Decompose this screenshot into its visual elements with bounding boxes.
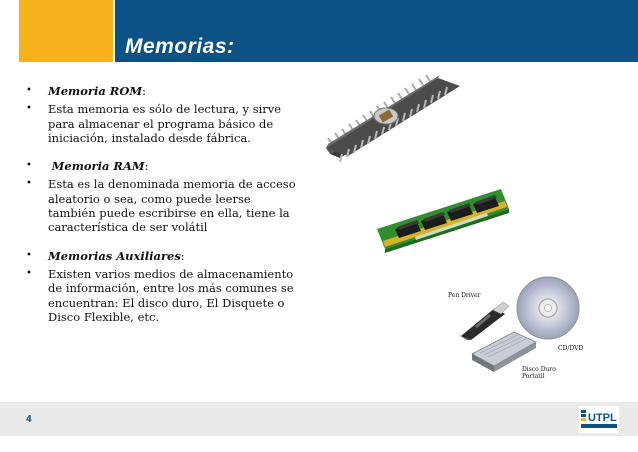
- bullet-rom-heading: [26, 84, 296, 98]
- bullet-rom-text: [26, 102, 296, 145]
- pen-drive-caption: Pen Driver: [448, 292, 481, 299]
- bullet-marker: •: [26, 160, 32, 172]
- bullet-ram-text: [26, 177, 296, 234]
- rom-heading: Memoria ROM: [48, 84, 143, 98]
- aux-description: Existen varios medios de almacenamiento de información, entre los más comunes se encuentran: El disco duro, El Disquete o Disco Flexible, etc.: [48, 266, 294, 324]
- bullet-marker: •: [26, 249, 32, 261]
- rom-chip-image: [318, 72, 470, 164]
- rom-description: Esta memoria es sólo de lectura, y sirve para almacenar el programa básico de iniciación, instalado desde fábrica.: [48, 102, 282, 145]
- utpl-logo: [579, 406, 619, 433]
- bullet-marker: •: [26, 103, 32, 115]
- rom-heading-suffix: :: [142, 84, 146, 98]
- header-margin: [0, 0, 19, 62]
- ram-description: Esta es la denominada memoria de acceso aleatorio o sea, como puede leerse también puede escribirse en ella, tiene la característica de ser volátil: [48, 177, 296, 235]
- bullet-list: [26, 84, 296, 324]
- header-bar: [0, 0, 638, 62]
- footer-bar: [0, 402, 638, 436]
- footer-bottom-band: [0, 436, 638, 452]
- bullet-marker: •: [26, 85, 32, 96]
- bullet-marker: •: [26, 178, 32, 190]
- bullet-aux-heading: [26, 249, 296, 263]
- logo-text: UTPL: [588, 412, 617, 424]
- page-number: 4: [26, 414, 32, 425]
- header-orange-block: [19, 0, 113, 62]
- slide-title: Memorias:: [125, 35, 235, 58]
- bullet-marker: •: [26, 267, 32, 279]
- hdd-caption: Disco Duro Portatil: [522, 366, 556, 380]
- bullet-ram-heading: [26, 159, 296, 173]
- cd-dvd-caption: CD/DVD: [558, 345, 584, 352]
- ram-heading: Memoria RAM: [51, 159, 145, 174]
- ram-heading-suffix: :: [144, 159, 149, 174]
- ram-module-image: [375, 185, 515, 253]
- bullet-aux-text: [26, 267, 296, 324]
- header-blue-block: [115, 0, 638, 62]
- aux-heading: Memorias Auxiliares: [48, 248, 181, 263]
- aux-heading-suffix: :: [180, 248, 185, 263]
